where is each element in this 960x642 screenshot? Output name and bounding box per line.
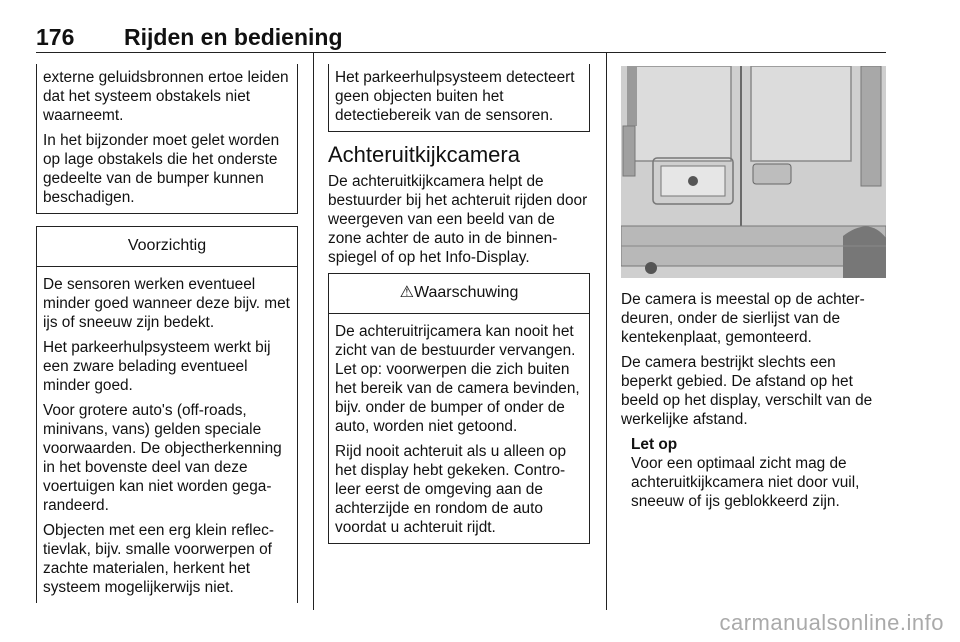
caution-box [36, 226, 298, 603]
van-rear-image-icon [621, 66, 886, 278]
note-label: Let op [631, 436, 678, 453]
paragraph: Voor grotere auto's (off-roads, minivans, vans) gelden speciale voorwaarden. De objectherkenning in het bovenste deel van deze voertuigen kan niet worden gegarandeerd. [43, 402, 282, 514]
caution-heading: Voorzichtig [37, 227, 297, 267]
note-text: Voor een optimaal zicht mag de achteruitkijkcamera niet door vuil, sneeuw of ijs geblokkeerd zijn. [631, 455, 860, 510]
paragraph: In het bijzonder moet gelet worden op lage obstakels die het onderste gedeelte van de bumper kunnen beschadigen. [43, 132, 280, 206]
paragraph: Rijd nooit achteruit als u alleen op het display hebt gekeken. Controleer eerst de omgeving aan de achterzijde en rondom de auto voordat u achteruit rijdt. [335, 443, 567, 536]
paragraph: Objecten met een erg klein reflectievlak, bijv. smalle voorwerpen of zachte materialen, herkent het systeem mogelijkerwijs niet. [43, 522, 274, 596]
paragraph: De camera is meestal op de achterdeuren, onder de sierlijst van de kentekenplaat, gemonteerd. [621, 291, 865, 346]
warning-box [328, 273, 590, 544]
column-3 [621, 64, 886, 517]
paragraph: De camera bestrijkt slechts een beperkt gebied. De afstand op het beeld op het display, verschilt van de werkelijke afstand. [621, 354, 873, 428]
note-block [631, 435, 886, 511]
section-intro: De achteruitkijkcamera helpt de bestuurder bij het achteruit rijden door weergeven van een beeld van de zone achter de auto in de binnenspiegel of op het Info-Display. [328, 173, 588, 266]
warning-heading [329, 274, 589, 314]
column-2 [328, 64, 590, 544]
info-box-continued [328, 64, 590, 132]
page-title: Rijden en bediening [124, 24, 343, 50]
column-1 [36, 64, 298, 603]
column-divider-right [606, 52, 607, 610]
info-box-continued [36, 64, 298, 214]
paragraph: externe geluidsbronnen ertoe leiden dat het systeem obstakels niet waarneemt. [43, 69, 289, 124]
paragraph: Het parkeerhulpsysteem werkt bij een zware belading eventueel minder goed. [43, 339, 271, 394]
paragraph: De sensoren werken eventueel minder goed wanneer deze bijv. met ijs of sneeuw zijn bedekt. [43, 276, 290, 331]
page-header [36, 22, 886, 53]
warning-icon: ⚠ [399, 284, 414, 301]
column-divider-left [313, 52, 314, 610]
warning-heading-text: Waarschuwing [414, 284, 519, 301]
van-rear-photo [621, 66, 886, 278]
paragraph: Het parkeerhulpsysteem detecteert geen objecten buiten het detectiebereik van de sensoren. [335, 69, 575, 124]
section-title: Achteruitkijkcamera [328, 142, 520, 167]
paragraph: De achteruitrijcamera kan nooit het zicht van de bestuurder vervangen. Let op: voorwerpen die zich buiten het bereik van de camera bevinden, bijv. onder de bumper of onder de auto, worden niet getoond. [335, 323, 580, 435]
watermark: carmanualsonline.info [719, 610, 944, 635]
page-number: 176 [36, 24, 75, 50]
